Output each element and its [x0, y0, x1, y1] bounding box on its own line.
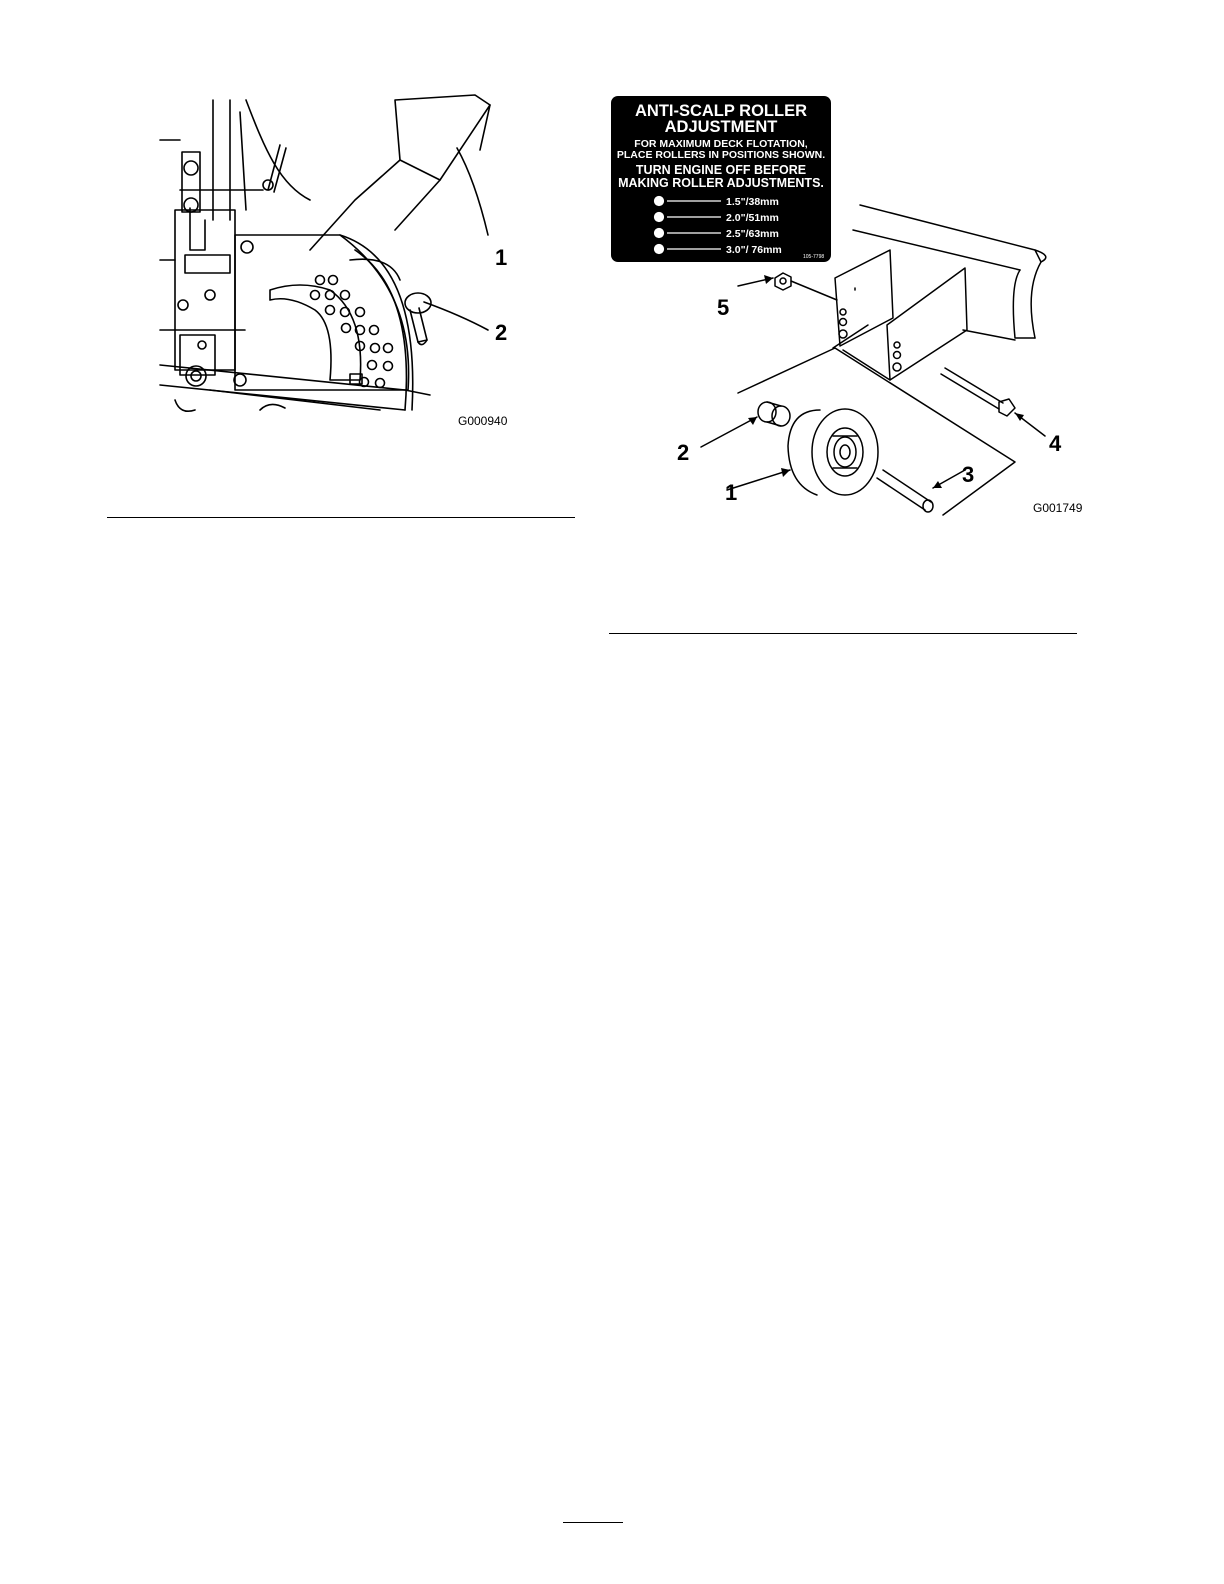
- figure-id-right: G001749: [1033, 501, 1083, 515]
- decal-part-code: 105-7798: [803, 254, 825, 260]
- decal-info-line2: PLACE ROLLERS IN POSITIONS SHOWN.: [616, 149, 826, 161]
- callout-1-left: 1: [495, 245, 508, 270]
- height-dot-icon: [655, 229, 664, 238]
- callout-1-right: 1: [725, 480, 738, 505]
- cutting-height-bracket-figure: [150, 90, 530, 435]
- height-dot-icon: [655, 197, 664, 206]
- callout-5-right: 5: [717, 295, 730, 320]
- decal-title-line2: ADJUSTMENT: [664, 118, 778, 136]
- page-number-rule: [563, 1522, 623, 1523]
- decal-info-line1: FOR MAXIMUM DECK FLOTATION,: [634, 138, 808, 150]
- callout-2-left: 2: [495, 320, 508, 345]
- figure-id-left: G000940: [458, 414, 508, 428]
- decal-height-2: 2.0"/51mm: [726, 212, 779, 224]
- decal-height-4: 3.0"/ 76mm: [726, 244, 782, 256]
- callout-3-right: 3: [962, 462, 975, 487]
- height-dot-icon: [655, 245, 664, 254]
- callout-4-right: 4: [1049, 431, 1062, 456]
- callout-2-right: 2: [677, 440, 690, 465]
- anti-scalp-roller-figure: [605, 90, 1105, 530]
- decal-title-line1: ANTI-SCALP ROLLER: [634, 102, 808, 120]
- decal-height-3: 2.5"/63mm: [726, 228, 779, 240]
- figure-divider-right: [609, 633, 1077, 634]
- figure-divider-left: [107, 517, 575, 518]
- anti-scalp-roller-decal: [611, 96, 831, 262]
- decal-warning-line1: TURN ENGINE OFF BEFORE: [635, 163, 807, 177]
- decal-height-1: 1.5"/38mm: [726, 196, 779, 208]
- height-dot-icon: [655, 213, 664, 222]
- decal-warning-line2: MAKING ROLLER ADJUSTMENTS.: [618, 176, 824, 190]
